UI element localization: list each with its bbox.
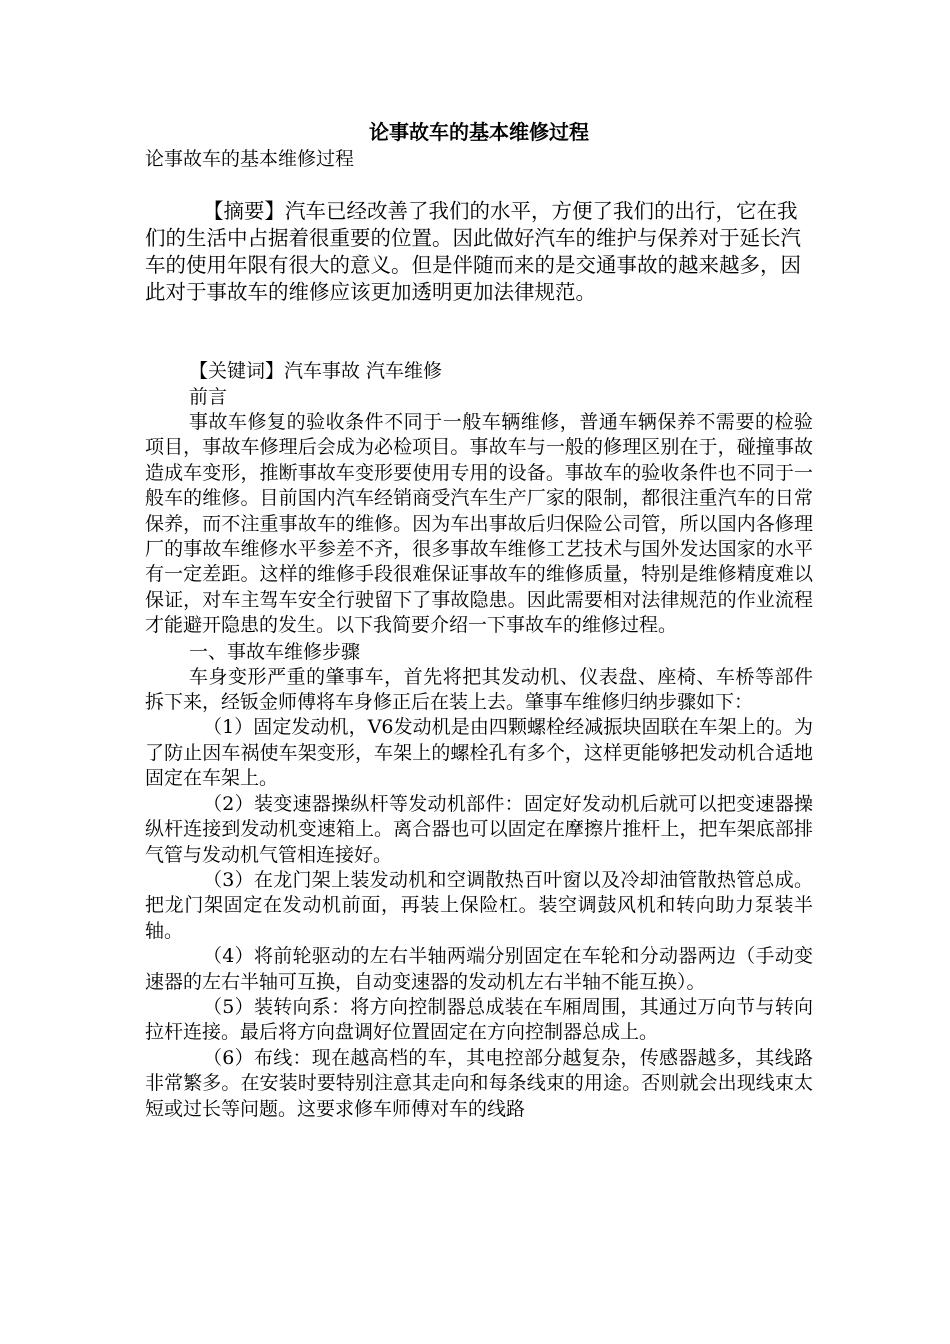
document-subtitle: 论事故车的基本维修过程 [145,148,355,170]
preface-paragraph: 事故车修复的验收条件不同于一般车辆维修，普通车辆保养不需要的检验项目，事故车修理后会成为必检项目。事故车与一般的修理区别在于，碰撞事故造成车变形，推断事故车变形要使用专用的设备。事故车的验收条件也不同于一般车的维修。目前国内汽车经销商受汽车生产厂家的限制，都很注重汽车的日常保养，而不注重事故车的维修。因为车出事故后归保险公司管，所以国内各修理厂的事故车维修水平参差不齐，很多事故车维修工艺技术与国外发达国家的水平有一定差距。这样的维修手段很难保证事故车的维修质量，特别是维修精度难以保证，对车主驾车安全行驶留下了事故隐患。因此需要相对法律规范的作业流程才能避开隐患的发生。以下我简要介绍一下事故车的维修过程。 [145,411,813,637]
document-page [145,118,813,1122]
spacer [145,172,813,198]
step-paragraph-2: （2）装变速器操纵杆等发动机部件：固定好发动机后就可以把变速器操纵杆连接到发动机变速箱上。离合器也可以固定在摩擦片推杆上，把车架底部排气管与发动机气管相连接好。 [145,792,813,866]
spacer [145,306,813,358]
step-paragraph-1: （1）固定发动机，V6发动机是由四颗螺栓经减振块固联在车架上的。为了防止因车祸使车架变形，车架上的螺栓孔有多个，这样更能够把发动机合适地固定在车架上。 [145,716,813,790]
keywords-line: 【关键词】汽车事故 汽车维修 [189,360,443,382]
step-paragraph-4: （4）将前轮驱动的左右半轴两端分别固定在车轮和分动器两边（手动变速器的左右半轴可互换，自动变速器的发动机左右半轴不能互换）。 [145,945,813,993]
step-paragraph-3: （3）在龙门架上装发动机和空调散热百叶窗以及冷却油管散热管总成。把龙门架固定在发动机前面，再装上保险杠。装空调鼓风机和转向助力泵装半轴。 [145,868,813,942]
preface-heading: 前言 [189,386,228,408]
abstract-paragraph: 【摘要】汽车已经改善了我们的水平，方便了我们的出行，它在我们的生活中占据着很重要的位置。因此做好汽车的维护与保养对于延长汽车的使用年限有很大的意义。但是伴随而来的是交通事故的越来越多，因此对于事故车的维修应该更加透明更加法律规范。 [145,199,801,304]
section-intro-paragraph: 车身变形严重的肇事车，首先将把其发动机、仪表盘、座椅、车桥等部件拆下来，经钣金师傅将车身修正后在装上去。肇事车维修归纳步骤如下： [145,665,813,714]
step-paragraph-6: （6）布线：现在越高档的车，其电控部分越复杂，传感器越多，其线路非常繁多。在安装时要特别注意其走向和每条线束的用途。否则就会出现线束太短或过长等问题。这要求修车师傅对车的线路 [145,1046,813,1120]
document-title: 论事故车的基本维修过程 [369,120,589,144]
section-heading: 一、事故车维修步骤 [189,640,361,663]
step-paragraph-5: （5）装转向系：将方向控制器总成装在车厢周围，其通过万向节与转向拉杆连接。最后将方向盘调好位置固定在方向控制器总成上。 [145,995,813,1044]
